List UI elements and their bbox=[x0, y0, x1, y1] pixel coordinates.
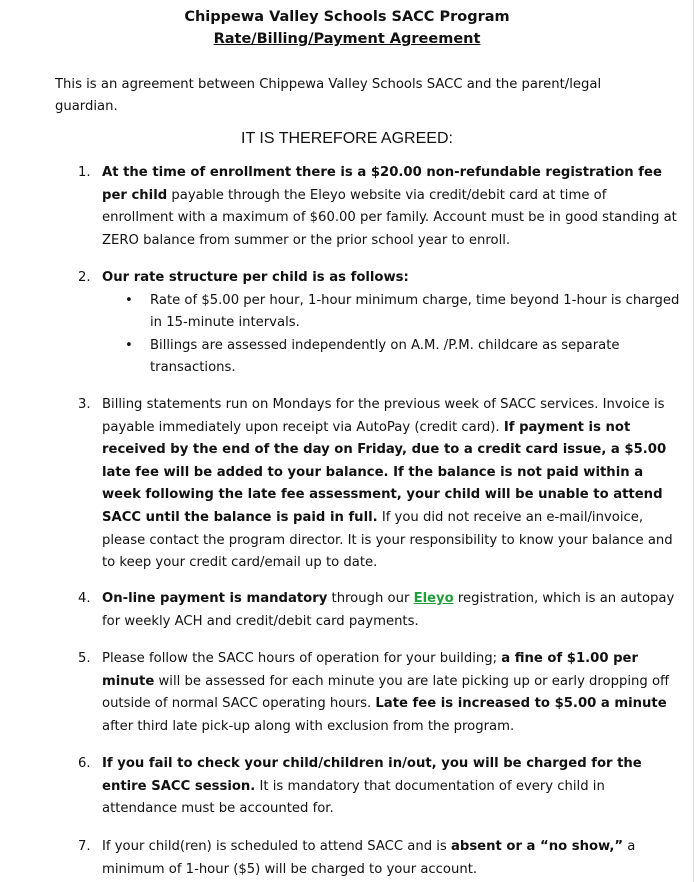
rate-bullet-list bbox=[102, 290, 680, 380]
item-bold-text: Our rate structure per child is as follows: bbox=[102, 270, 409, 285]
item-text: registration, which is an autopay for weekly ACH and credit/debit card payments. bbox=[102, 591, 675, 629]
item-text: Please follow the SACC hours of operation for your building; bbox=[102, 651, 502, 666]
agreement-item-1 bbox=[78, 162, 680, 252]
item-bold-text: Late fee is increased to $5.00 a minute bbox=[375, 696, 667, 712]
item-number: 6. bbox=[78, 756, 91, 771]
agreement-item-5 bbox=[78, 648, 680, 738]
item-text: payable through the Eleyo website via credit/debit card at time of enrollment with a maximum of $60.00 per family. Account must be in good standing at ZERO balance from summer or the prior school year to enroll. bbox=[102, 187, 677, 248]
item-text: Billing statements run on Mondays for the previous week of SACC services. Invoice is payable immediately upon receipt via AutoPay (credit card). bbox=[102, 397, 665, 435]
eleyo-link[interactable]: Eleyo bbox=[413, 591, 454, 606]
bullet-text: Rate of $5.00 per hour, 1-hour minimum charge, time beyond 1-hour is charged in 15-minute intervals. bbox=[150, 292, 680, 331]
item-number: 7. bbox=[78, 839, 91, 854]
list-item bbox=[102, 290, 680, 335]
item-bold-text: At the time of enrollment there is a $20.00 non-refundable registration fee per child bbox=[102, 165, 662, 203]
item-text: a minimum of 1-hour ($5) will be charged to your account. bbox=[102, 839, 636, 877]
document-title bbox=[0, 6, 694, 50]
item-bold-text: a fine of $1.00 per minute bbox=[102, 651, 639, 689]
agreed-heading: IT IS THEREFORE AGREED: bbox=[241, 130, 453, 147]
item-bold-text: absent or a “no show,” bbox=[450, 839, 624, 854]
agreement-item-4 bbox=[78, 588, 680, 633]
bullet-text: Billings are assessed independently on A.M. /P.M. childcare as separate transactions. bbox=[150, 337, 620, 376]
item-text: through our bbox=[327, 591, 414, 606]
item-bold-text: If payment is not received by the end of the day on Friday, due to a credit card issue, a $5.00 late fee will be added to your balance. If the balance is not paid within a week following the late fee assessment, your child will be unable to attend SACC until the balance is paid in full. bbox=[102, 419, 667, 525]
bullet-icon: • bbox=[125, 337, 133, 353]
item-text: It is mandatory that documentation of every child in attendance must be accounted for. bbox=[102, 778, 605, 817]
agreement-item-3 bbox=[78, 394, 680, 575]
item-bold-text: On-line payment is mandatory bbox=[102, 591, 328, 606]
item-text: If you did not receive an e-mail/invoice, please contact the program director. It is your responsibility to know your balance and to keep your credit card/email up to date. bbox=[102, 509, 673, 571]
title-line-1: Chippewa Valley Schools SACC Program bbox=[184, 9, 510, 25]
agreement-item-6 bbox=[78, 753, 680, 821]
list-item bbox=[102, 335, 680, 380]
item-number: 5. bbox=[78, 651, 91, 666]
item-bold-text: If you fail to check your child/children in/out, you will be charged for the entire SACC session. bbox=[102, 756, 642, 794]
item-text: will be assessed for each minute you are late picking up or early dropping off outside of normal SACC operating hours. bbox=[102, 673, 670, 712]
item-number: 1. bbox=[78, 165, 91, 180]
intro-paragraph: This is an agreement between Chippewa Valley Schools SACC and the parent/legal guardian. bbox=[55, 77, 602, 114]
item-number: 4. bbox=[78, 591, 91, 606]
item-text: If your child(ren) is scheduled to attend SACC and is bbox=[102, 839, 451, 854]
item-text: after third late pick-up along with exclusion from the program. bbox=[102, 718, 515, 734]
bullet-icon: • bbox=[125, 292, 133, 308]
agreement-item-2 bbox=[78, 267, 680, 380]
item-number: 2. bbox=[78, 270, 91, 285]
title-line-2: Rate/Billing/Payment Agreement bbox=[213, 31, 481, 47]
agreement-item-7 bbox=[78, 836, 680, 881]
item-number: 3. bbox=[78, 397, 91, 412]
